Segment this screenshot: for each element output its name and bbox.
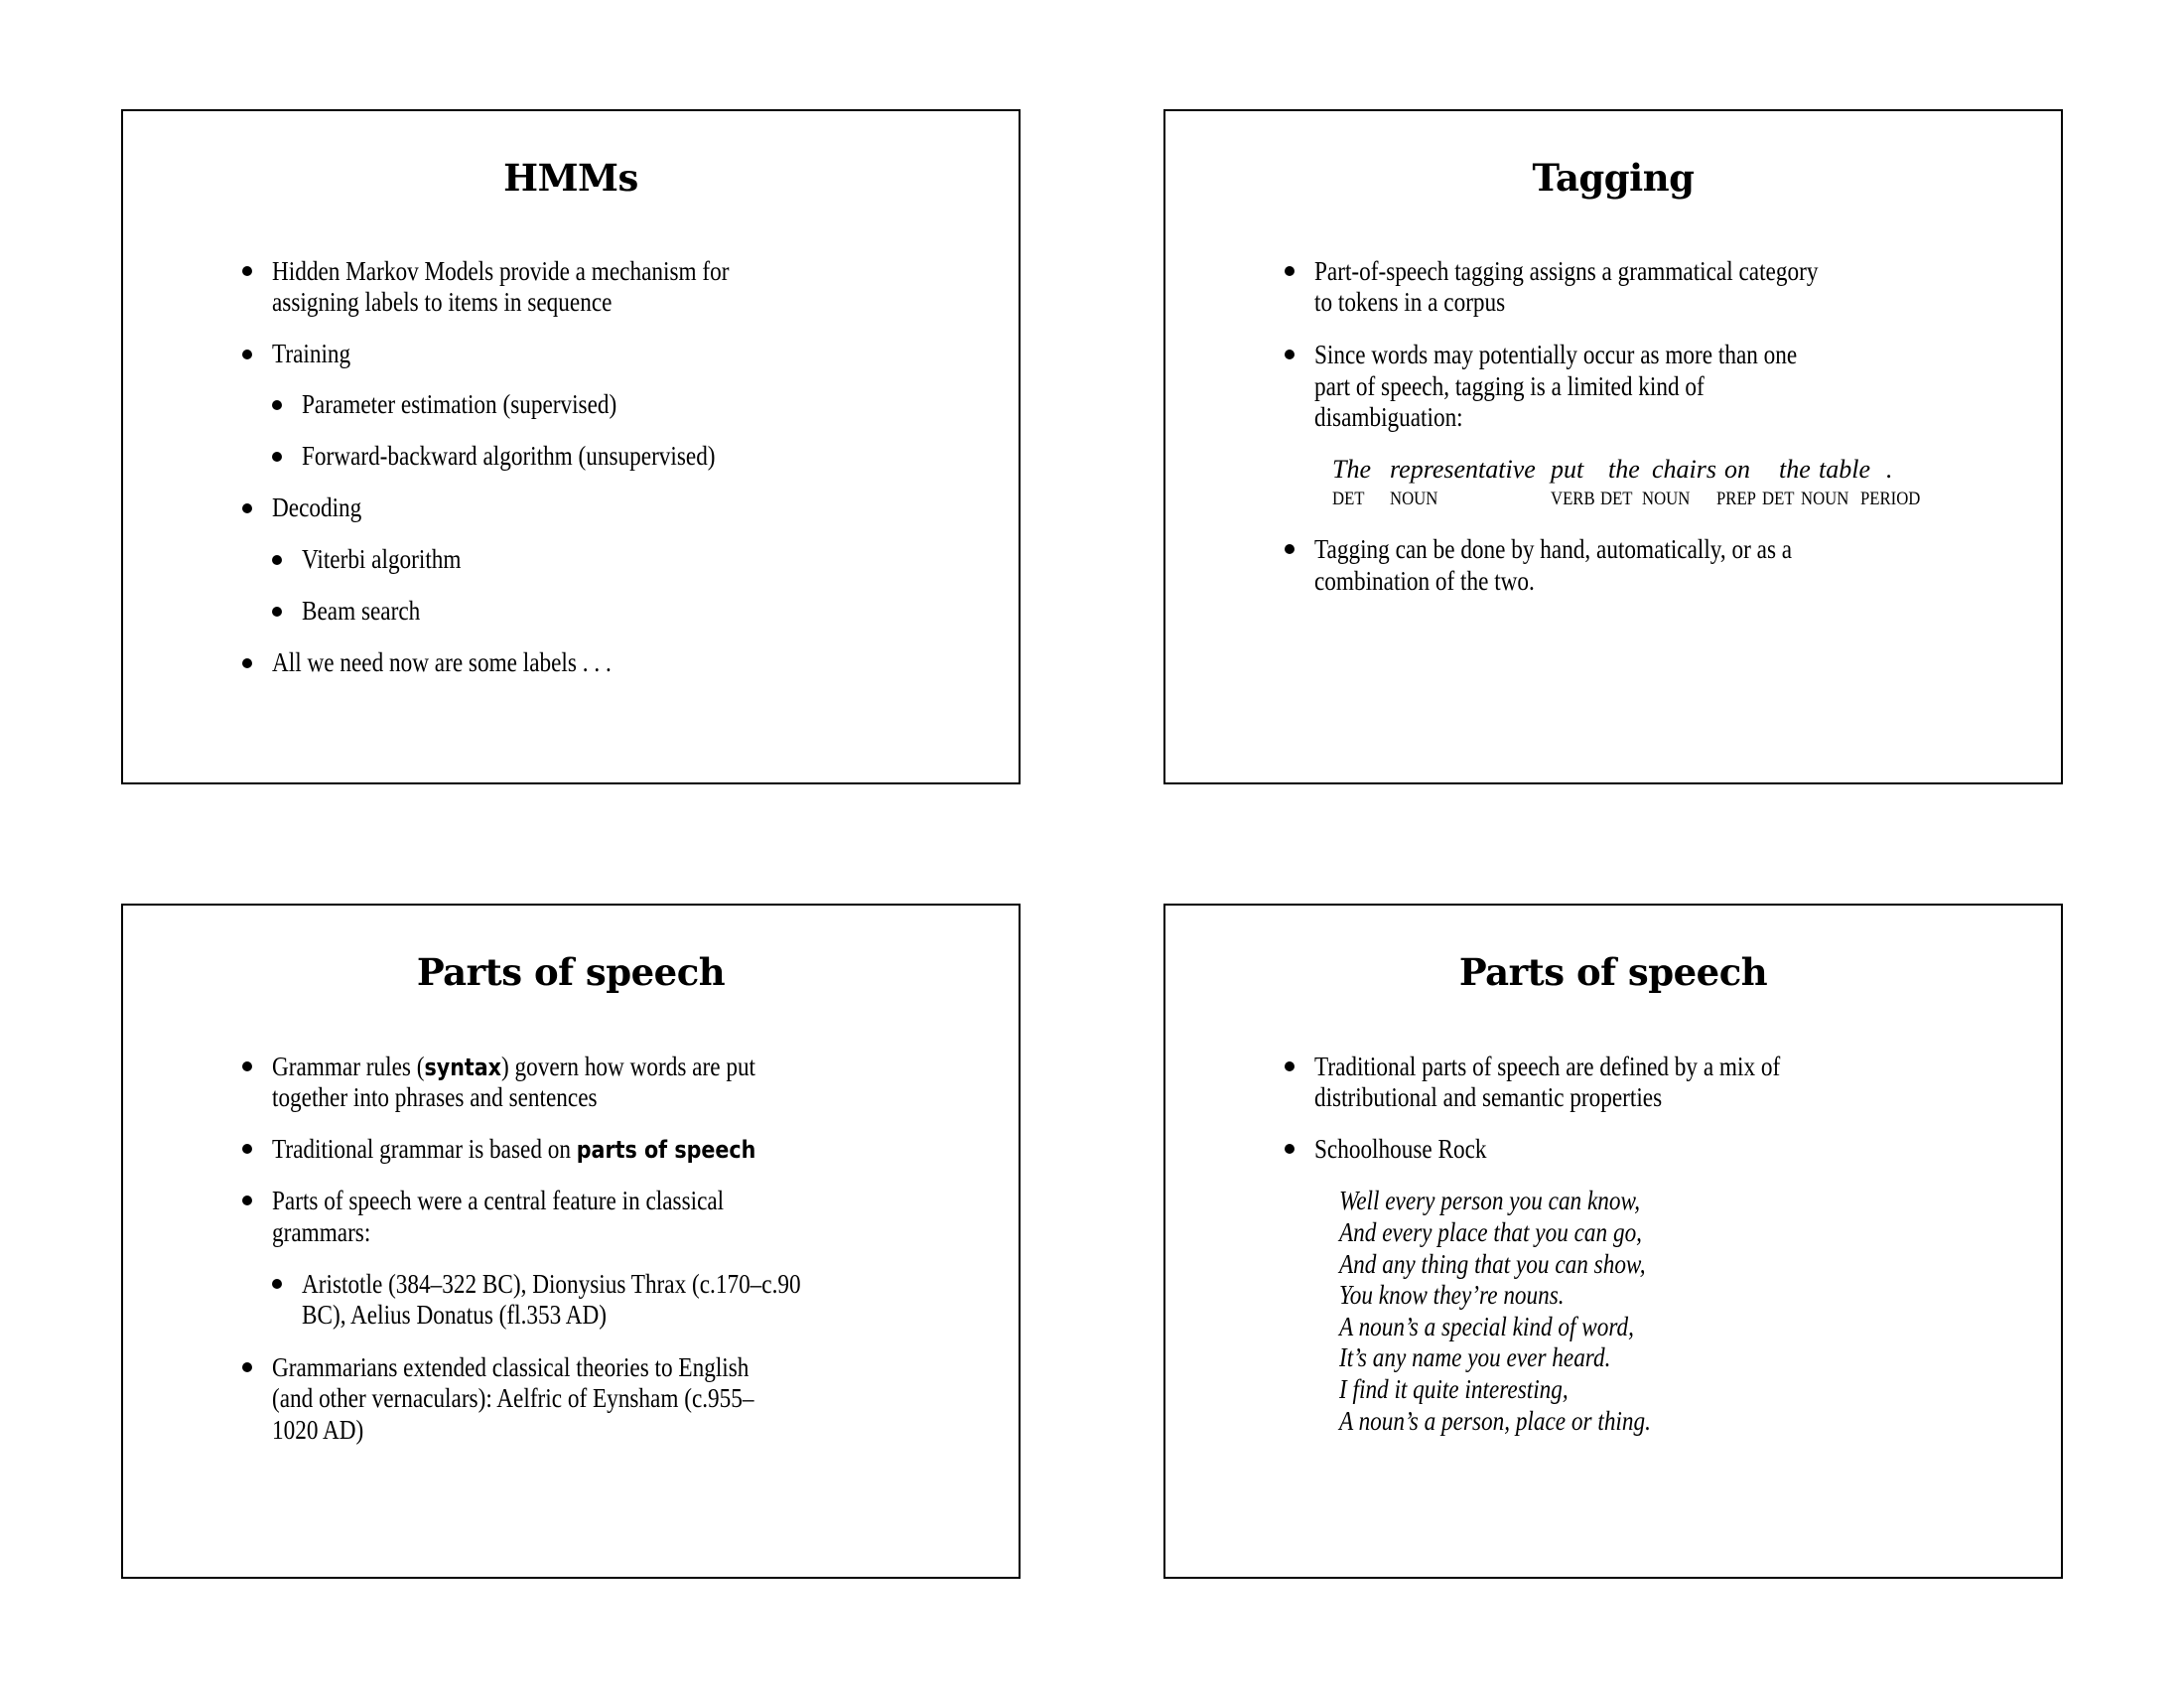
example-word: The xyxy=(1332,455,1371,484)
bullet-icon xyxy=(242,266,252,276)
bullet-icon xyxy=(242,658,252,668)
poem-line: And every place that you can go, xyxy=(1339,1217,1642,1247)
example-word: representative xyxy=(1390,455,1536,484)
bullet-text: to tokens in a corpus xyxy=(1314,287,1506,317)
bullet-icon xyxy=(242,1362,252,1372)
pos-tag: DET xyxy=(1600,489,1633,509)
slide-title: HMMs xyxy=(503,156,638,200)
bullet-icon xyxy=(1285,350,1295,359)
bullet-text: Since words may potentially occur as more than one xyxy=(1314,340,1798,369)
bullet-text: All we need now are some labels . . . xyxy=(272,647,612,677)
bullet-icon xyxy=(242,1061,252,1071)
bullet-text: assigning labels to items in sequence xyxy=(272,287,613,317)
sub-bullet-text: Viterbi algorithm xyxy=(302,544,462,574)
poem-line: A noun’s a person, place or thing. xyxy=(1339,1406,1651,1436)
pos-tag: NOUN xyxy=(1642,489,1691,509)
bullet-icon xyxy=(242,1144,252,1154)
poem-line: A noun’s a special kind of word, xyxy=(1339,1312,1634,1341)
slide-hmms xyxy=(121,109,1021,784)
pos-tag: DET xyxy=(1332,489,1365,509)
sub-bullet-icon xyxy=(272,452,282,462)
example-word: put xyxy=(1551,455,1584,484)
slide-parts-of-speech-1 xyxy=(121,904,1021,1579)
bullet-text: together into phrases and sentences xyxy=(272,1082,598,1112)
bullet-text: part of speech, tagging is a limited kind of xyxy=(1314,371,1705,401)
pos-tag: PREP xyxy=(1716,489,1756,509)
bullet-text: Grammarians extended classical theories to English xyxy=(272,1352,750,1382)
sub-bullet-icon xyxy=(272,400,282,410)
bullet-icon xyxy=(242,503,252,513)
bullet-text xyxy=(272,1133,755,1166)
slide-title: Parts of speech xyxy=(416,950,726,994)
pos-tag: VERB xyxy=(1551,489,1595,509)
sub-bullet-text: Forward-backward algorithm (unsupervised) xyxy=(302,441,716,471)
bold-term-syntax: syntax xyxy=(424,1054,502,1081)
sub-bullet-text: Aristotle (384–322 BC), Dionysius Thrax (c.170–c.90 xyxy=(302,1269,801,1299)
sub-bullet-icon xyxy=(272,607,282,617)
bullet-text: Schoolhouse Rock xyxy=(1314,1134,1487,1164)
bullet-icon xyxy=(242,1196,252,1205)
bullet-text: (and other vernaculars): Aelfric of Eynsham (c.955– xyxy=(272,1383,754,1413)
bullet-text: distributional and semantic properties xyxy=(1314,1082,1663,1112)
slide-title: Parts of speech xyxy=(1458,950,1768,994)
text-segment: ) govern how words are put xyxy=(501,1052,756,1081)
pos-tag: DET xyxy=(1762,489,1795,509)
sub-bullet-text: Beam search xyxy=(302,596,421,626)
bold-term-parts-of-speech: parts of speech xyxy=(576,1136,756,1164)
bullet-text: Training xyxy=(272,339,351,368)
bullet-icon xyxy=(242,350,252,359)
bullet-text: Tagging can be done by hand, automatically, or as a xyxy=(1314,534,1793,564)
example-word: the xyxy=(1608,455,1640,484)
sub-bullet-text: Parameter estimation (supervised) xyxy=(302,389,617,419)
slide-title: Tagging xyxy=(1532,156,1695,200)
bullet-icon xyxy=(1285,544,1295,554)
example-word: the xyxy=(1779,455,1811,484)
poem-line: You know they’re nouns. xyxy=(1339,1280,1565,1310)
poem-line: It’s any name you ever heard. xyxy=(1339,1342,1611,1372)
bullet-text: Hidden Markov Models provide a mechanism for xyxy=(272,256,730,286)
sub-bullet-text: BC), Aelius Donatus (fl.353 AD) xyxy=(302,1300,608,1330)
text-segment: Grammar rules ( xyxy=(272,1052,425,1081)
pos-tag: NOUN xyxy=(1390,489,1438,509)
poem-line: I find it quite interesting, xyxy=(1339,1374,1569,1404)
bullet-text: Traditional parts of speech are defined by a mix of xyxy=(1314,1052,1781,1081)
bullet-text: grammars: xyxy=(272,1217,371,1247)
pos-tag: NOUN xyxy=(1801,489,1849,509)
bullet-text: combination of the two. xyxy=(1314,566,1535,596)
bullet-text: Part-of-speech tagging assigns a grammatical category xyxy=(1314,256,1819,286)
example-word: chairs xyxy=(1652,455,1716,484)
bullet-icon xyxy=(1285,1061,1295,1071)
bullet-text: Decoding xyxy=(272,492,362,522)
example-word: on xyxy=(1724,455,1750,484)
bullet-text xyxy=(272,1051,755,1083)
sub-bullet-icon xyxy=(272,1279,282,1289)
text-segment: Traditional grammar is based on xyxy=(272,1134,577,1164)
bullet-text: Parts of speech were a central feature in classical xyxy=(272,1186,725,1215)
pos-tag: PERIOD xyxy=(1860,489,1921,509)
bullet-text: disambiguation: xyxy=(1314,402,1463,432)
bullet-icon xyxy=(1285,1144,1295,1154)
slide-tagging xyxy=(1163,109,2063,784)
poem-line: Well every person you can know, xyxy=(1339,1186,1641,1215)
example-word: . xyxy=(1886,455,1893,484)
example-word: table xyxy=(1819,455,1870,484)
slide-parts-of-speech-2 xyxy=(1163,904,2063,1579)
poem-line: And any thing that you can show, xyxy=(1339,1249,1646,1279)
bullet-text: 1020 AD) xyxy=(272,1415,364,1445)
sub-bullet-icon xyxy=(272,555,282,565)
bullet-icon xyxy=(1285,266,1295,276)
